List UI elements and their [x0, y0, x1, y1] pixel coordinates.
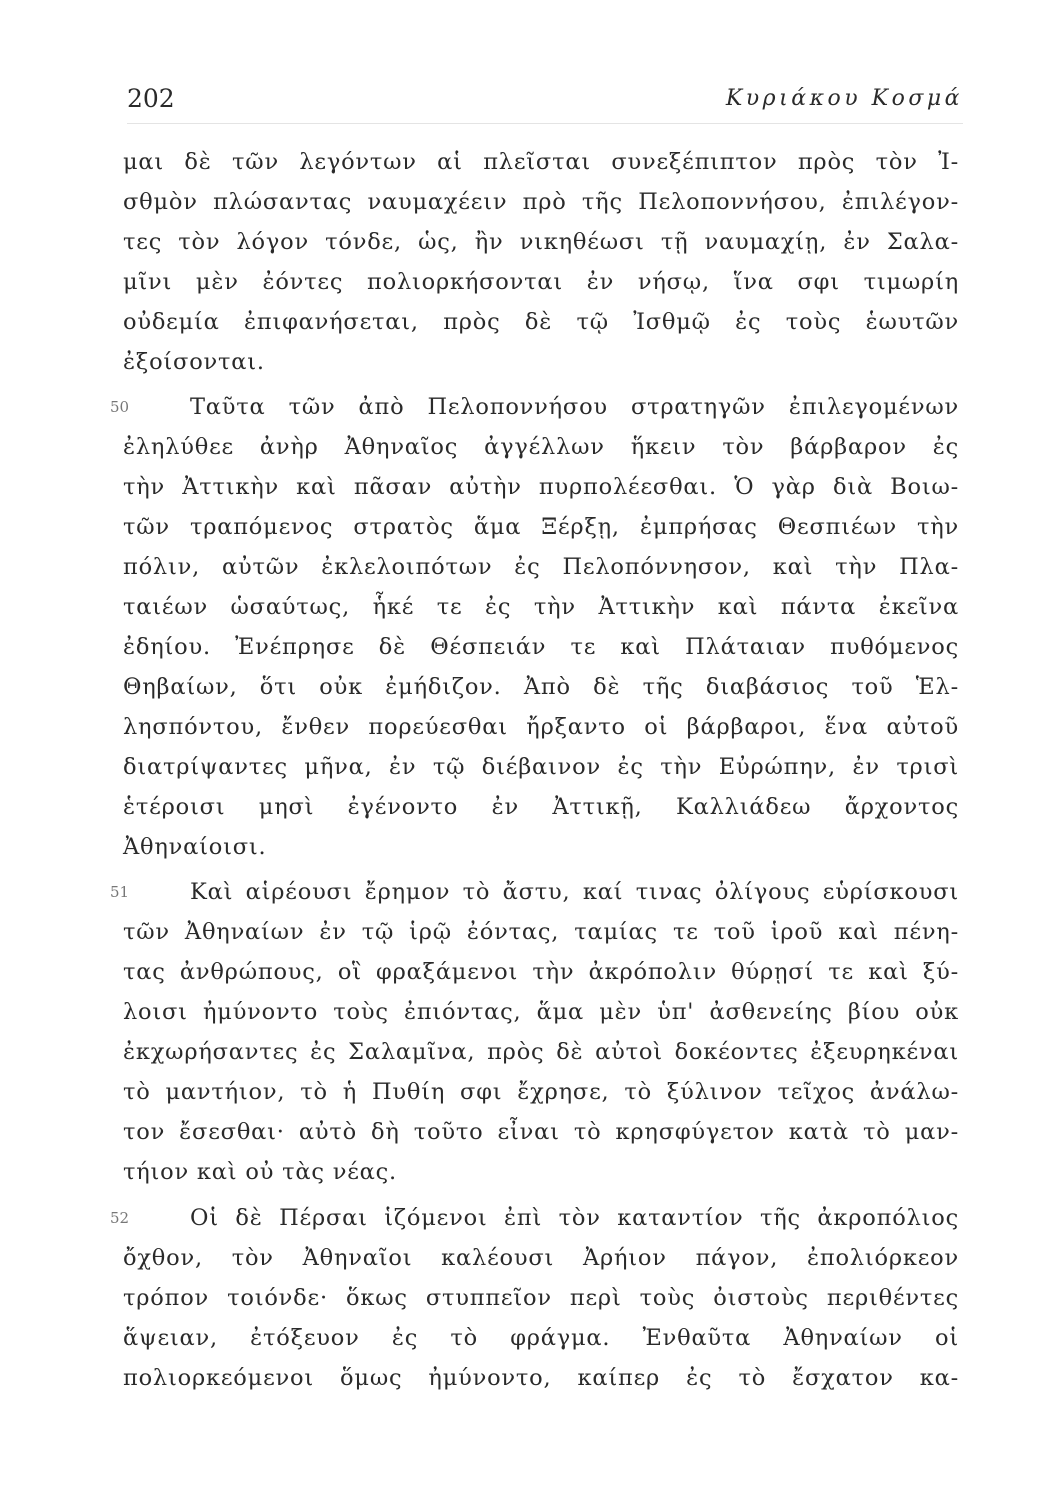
text-line: μαι δὲ τῶν λεγόντων αἱ πλεῖσται συνεξέπιπτον πρὸς τὸν Ἰ-: [123, 149, 959, 175]
text-line: τὸ μαντήιον, τὸ ἡ Πυθίη σφι ἔχρησε, τὸ ξύλινον τεῖχος ἀνάλω-: [123, 1079, 959, 1105]
text-line: ἅψειαν, ἐτόξευον ἐς τὸ φράγμα. Ἐνθαῦτα Ἀθηναίων οἱ: [123, 1325, 959, 1351]
text-line: ἐξοίσονται.: [123, 349, 265, 375]
text-line: Καὶ αἱρέουσι ἔρημον τὸ ἄστυ, καί τινας ὀλίγους εὑρίσκουσι: [190, 879, 959, 905]
text-line: τον ἔσεσθαι· αὐτὸ δὴ τοῦτο εἶναι τὸ κρησφύγετον κατὰ τὸ μαν-: [123, 1119, 959, 1145]
section-number: 51: [110, 883, 130, 901]
text-line: μῖνι μὲν ἐόντες πολιορκήσονται ἐν νήσῳ, ἵνα σφι τιμωρίη: [123, 269, 959, 295]
text-line: ἐκχωρήσαντες ἐς Σαλαμῖνα, πρὸς δὲ αὐτοὶ δοκέοντες ἐξευρηκέναι: [123, 1039, 959, 1065]
text-line: ταιέων ὡσαύτως, ἧκέ τε ἐς τὴν Ἀττικὴν καὶ πάντα ἐκεῖνα: [123, 594, 959, 620]
text-line: τῶν Ἀθηναίων ἐν τῷ ἱρῷ ἐόντας, ταμίας τε τοῦ ἱροῦ καὶ πένη-: [123, 919, 959, 945]
text-line: ἐληλύθεε ἀνὴρ Ἀθηναῖος ἀγγέλλων ἥκειν τὸν βάρβαρον ἐς: [123, 434, 959, 460]
text-line: ὄχθον, τὸν Ἀθηναῖοι καλέουσι Ἀρήιον πάγον, ἐπολιόρκεον: [123, 1245, 959, 1271]
text-line: λησπόντου, ἔνθεν πορεύεσθαι ἤρξαντο οἱ βάρβαροι, ἕνα αὐτοῦ: [123, 714, 959, 740]
text-line: Ἀθηναίοισι.: [123, 834, 267, 860]
section-number: 50: [110, 398, 130, 416]
text-line: ἐδηίου. Ἐνέπρησε δὲ Θέσπειάν τε καὶ Πλάταιαν πυθόμενος: [123, 634, 959, 660]
text-line: τήιον καὶ οὐ τὰς νέας.: [123, 1159, 398, 1185]
text-line: τες τὸν λόγον τόνδε, ὡς, ἢν νικηθέωσι τῇ ναυμαχίῃ, ἐν Σαλα-: [123, 229, 959, 255]
text-line: λοισι ἠμύνοντο τοὺς ἐπιόντας, ἅμα μὲν ὑπ' ἀσθενείης βίου οὐκ: [123, 999, 959, 1025]
text-line: τῶν τραπόμενος στρατὸς ἅμα Ξέρξῃ, ἐμπρήσας Θεσπιέων τὴν: [123, 514, 959, 540]
section-number: 52: [110, 1209, 130, 1227]
text-line: οὐδεμία ἐπιφανήσεται, πρὸς δὲ τῷ Ἰσθμῷ ἐς τοὺς ἑωυτῶν: [123, 309, 959, 335]
text-line: τὴν Ἀττικὴν καὶ πᾶσαν αὐτὴν πυρπολέεσθαι. Ὁ γὰρ διὰ Βοιω-: [123, 474, 959, 500]
page-header: [127, 84, 963, 124]
text-line: πολιορκεόμενοι ὅμως ἠμύνοντο, καίπερ ἐς τὸ ἔσχατον κα-: [123, 1365, 959, 1391]
text-line: πόλιν, αὐτῶν ἐκλελοιπότων ἐς Πελοπόννησον, καὶ τὴν Πλα-: [123, 554, 959, 580]
text-line: σθμὸν πλώσαντας ναυμαχέειν πρὸ τῆς Πελοποννήσου, ἐπιλέγον-: [123, 189, 959, 215]
page-number: 202: [127, 84, 175, 113]
text-line: τας ἀνθρώπους, οἳ φραξάμενοι τὴν ἀκρόπολιν θύρῃσί τε καὶ ξύ-: [123, 959, 959, 985]
text-line: ἑτέροισι μησὶ ἐγένοντο ἐν Ἀττικῇ, Καλλιάδεω ἄρχοντος: [123, 794, 959, 820]
text-line: Θηβαίων, ὅτι οὐκ ἐμήδιζον. Ἀπὸ δὲ τῆς διαβάσιος τοῦ Ἑλ-: [123, 674, 959, 700]
running-title: Κυριάκου Κοσμά: [725, 86, 963, 111]
text-line: Ταῦτα τῶν ἀπὸ Πελοποννήσου στρατηγῶν ἐπιλεγομένων: [190, 394, 959, 420]
header-rule: [127, 123, 963, 124]
text-line: τρόπον τοιόνδε· ὅκως στυππεῖον περὶ τοὺς ὀιστοὺς περιθέντες: [123, 1285, 959, 1311]
text-line: Οἱ δὲ Πέρσαι ἱζόμενοι ἐπὶ τὸν καταντίον τῆς ἀκροπόλιος: [190, 1205, 959, 1231]
text-line: διατρίψαντες μῆνα, ἐν τῷ διέβαινον ἐς τὴν Εὐρώπην, ἐν τρισὶ: [123, 754, 959, 780]
